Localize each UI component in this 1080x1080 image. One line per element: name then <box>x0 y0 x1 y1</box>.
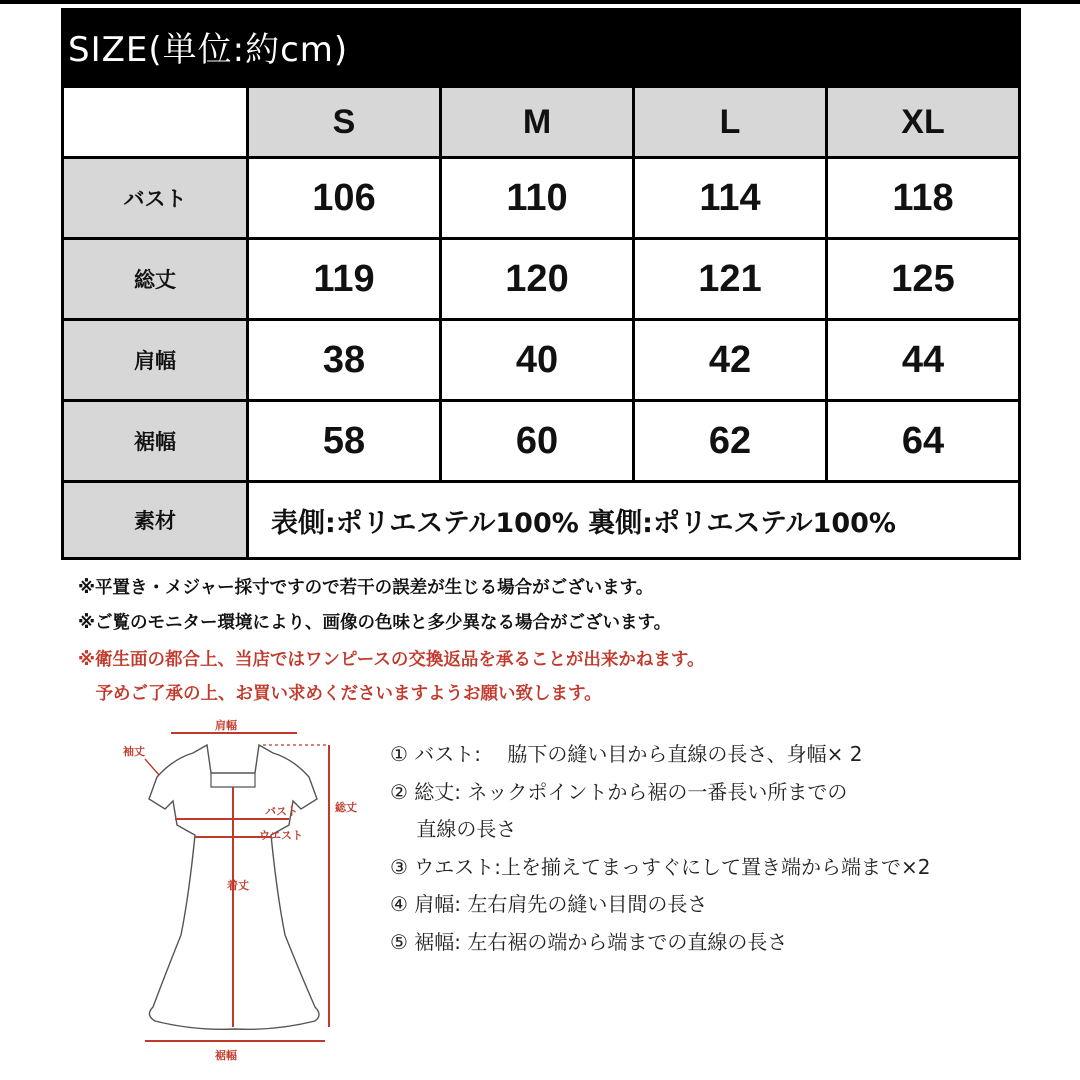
diagram-label-hem: 裾幅 <box>215 1049 237 1062</box>
note-line-2: ※ご覧のモニター環境により、画像の色味と多少異なる場合がございます。 <box>78 613 672 633</box>
description-total-length: ② 総丈: ネックポイントから裾の一番長い所までの <box>390 780 848 804</box>
diagram-label-waist: ウエスト <box>259 829 303 842</box>
material-value: 表側:ポリエステル100% 裏側:ポリエステル100% <box>249 483 1018 557</box>
table-cell: 114 <box>635 159 825 237</box>
diagram-label-dress-length: 着丈 <box>227 879 249 892</box>
table-cell: 110 <box>442 159 632 237</box>
diagram-label-shoulder: 肩幅 <box>215 719 237 732</box>
description-shoulder: ④ 肩幅: 左右肩先の縫い目間の長さ <box>390 892 708 916</box>
row-label-material: 素材 <box>64 483 246 557</box>
row-label-hem: 裾幅 <box>64 402 246 480</box>
diagram-label-total-length: 総丈 <box>335 801 357 814</box>
note-line-3: ※衛生面の都合上、当店ではワンピースの交換返品を承ることが出来かねます。 <box>78 650 705 670</box>
note-line-1: ※平置き・メジャー採寸ですので若干の誤差が生じる場合がございます。 <box>78 578 654 598</box>
table-cell: 42 <box>635 321 825 399</box>
size-chart-title: SIZE(単位:約cm) <box>68 30 349 70</box>
description-total-length-cont: 直線の長さ <box>390 817 517 841</box>
table-cell: 121 <box>635 240 825 318</box>
diagram-label-bust: バスト <box>265 805 298 818</box>
diagram-label-sleeve: 袖丈 <box>123 745 145 758</box>
dress-diagram <box>115 715 375 1065</box>
table-cell: 118 <box>828 159 1018 237</box>
row-label-shoulder: 肩幅 <box>64 321 246 399</box>
table-cell: 120 <box>442 240 632 318</box>
size-header-s: S <box>249 88 439 156</box>
table-cell: 119 <box>249 240 439 318</box>
table-cell: 60 <box>442 402 632 480</box>
top-border <box>0 0 1080 4</box>
table-cell: 38 <box>249 321 439 399</box>
table-cell: 58 <box>249 402 439 480</box>
description-hem: ⑤ 裾幅: 左右裾の端から端までの直線の長さ <box>390 930 788 954</box>
table-cell: 40 <box>442 321 632 399</box>
table-cell: 64 <box>828 402 1018 480</box>
size-header-xl: XL <box>828 88 1018 156</box>
table-cell: 106 <box>249 159 439 237</box>
row-label-bust: バスト <box>64 159 246 237</box>
table-cell: 44 <box>828 321 1018 399</box>
description-bust: ① バスト: 脇下の縫い目から直線の長さ、身幅× 2 <box>390 742 863 766</box>
corner-cell <box>64 88 246 156</box>
table-cell: 62 <box>635 402 825 480</box>
description-waist: ③ ウエスト:上を揃えてまっすぐにして置き端から端まで×2 <box>390 855 931 879</box>
size-header-l: L <box>635 88 825 156</box>
table-cell: 125 <box>828 240 1018 318</box>
note-line-4: 予めご了承の上、お買い求めくださいますようお願い致します。 <box>78 684 602 704</box>
size-header-m: M <box>442 88 632 156</box>
row-label-total-length: 総丈 <box>64 240 246 318</box>
